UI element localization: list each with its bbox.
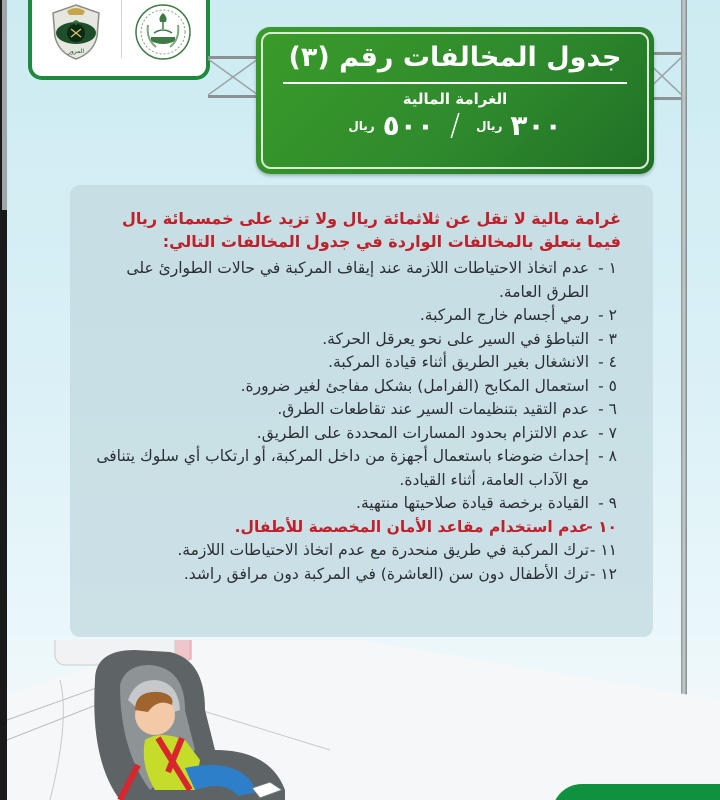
- violation-text: ترك الأطفال دون سن (العاشرة) في المركبة دون مرافق راشد.: [183, 564, 589, 583]
- violation-text: التباطؤ في السير على نحو يعرقل الحركة.: [322, 329, 589, 348]
- violation-item: [88, 351, 635, 375]
- violation-text: القيادة برخصة قيادة صلاحيتها منتهية.: [356, 494, 589, 512]
- violation-number: ٥ -: [598, 376, 617, 395]
- violation-text: عدم استخدام مقاعد الأمان المخصصة للأطفال.: [234, 517, 589, 536]
- green-footer-accent: [552, 784, 720, 800]
- ministry-of-interior-emblem-icon: [134, 3, 192, 61]
- violation-item-highlighted: [88, 516, 635, 540]
- fine-min-unit: ريال: [476, 119, 503, 133]
- violation-text: إحداث ضوضاء باستعمال أجهزة من داخل المركبة، أو ارتكاب أي سلوك يتنافى مع الآداب العامة، أثناء القيادة.: [96, 447, 589, 489]
- violation-number: ٣ -: [598, 329, 617, 348]
- violation-text: رمي أجسام خارج المركبة.: [419, 306, 589, 324]
- fine-description: غرامة مالية لا تقل عن ثلاثمائة ريال ولا تزيد على خمسمائة ريال فيما يتعلق بالمخالفات الواردة في جدول المخالفات التالي:: [122, 209, 621, 251]
- violations-panel: [70, 185, 653, 637]
- sign-inner-border: [261, 32, 649, 169]
- violation-text: عدم التقيد بتنظيمات السير عند تقاطعات الطرق.: [277, 400, 589, 418]
- violation-item: [88, 398, 635, 422]
- violation-number: ٢ -: [598, 306, 617, 324]
- child-car-seat-illustration: [0, 640, 720, 800]
- logo-card: [28, 0, 210, 80]
- fine-max-amount: ٥٠٠: [382, 109, 434, 142]
- fine-min-amount: ٣٠٠: [510, 109, 562, 142]
- violations-list: [88, 257, 635, 586]
- fine-label: الغرامة المالية: [402, 90, 508, 108]
- violation-number: ١٢ -: [589, 564, 617, 583]
- violation-text: عدم الالتزام بحدود المسارات المحددة على الطريق.: [256, 423, 589, 442]
- violation-item: [88, 304, 635, 328]
- violation-item: [88, 445, 635, 492]
- violation-number: ٤ -: [598, 353, 617, 371]
- violation-item: [88, 539, 635, 563]
- violation-text: الانشغال بغير الطريق أثناء قيادة المركبة.: [328, 353, 589, 371]
- violation-item: [88, 563, 635, 587]
- violation-item: [88, 422, 635, 446]
- sign-truss-left: [208, 56, 258, 98]
- traffic-department-emblem-icon: [47, 3, 105, 61]
- violation-number: ١٠ -: [586, 517, 617, 536]
- violation-number: ١ -: [598, 259, 617, 277]
- logo-divider: [121, 0, 122, 58]
- violation-text: استعمال المكابح (الفرامل) بشكل مفاجئ لغير ضرورة.: [240, 376, 589, 395]
- svg-text:المرور: المرور: [67, 48, 84, 55]
- violation-number: ٨ -: [598, 447, 617, 465]
- violation-item: [88, 375, 635, 399]
- fine-separator: /: [449, 108, 461, 143]
- sign-title: جدول المخالفات رقم (٣): [288, 42, 622, 73]
- violation-text: ترك المركبة في طريق منحدرة مع عدم اتخاذ الاحتياطات اللازمة.: [177, 541, 589, 559]
- violation-number: ١١ -: [589, 541, 617, 559]
- fine-range: [348, 110, 561, 142]
- violation-item: [88, 328, 635, 352]
- violation-table-sign: [256, 27, 654, 174]
- violation-item: [88, 492, 635, 516]
- violation-number: ٧ -: [598, 423, 617, 442]
- violation-number: ٩ -: [598, 494, 617, 512]
- violation-text: عدم اتخاذ الاحتياطات اللازمة عند إيقاف المركبة في حالات الطوارئ على الطرق العامة.: [126, 259, 589, 301]
- sign-divider: [283, 82, 627, 84]
- violation-item: [88, 257, 635, 304]
- fine-max-unit: ريال: [348, 119, 375, 133]
- violation-number: ٦ -: [598, 400, 617, 418]
